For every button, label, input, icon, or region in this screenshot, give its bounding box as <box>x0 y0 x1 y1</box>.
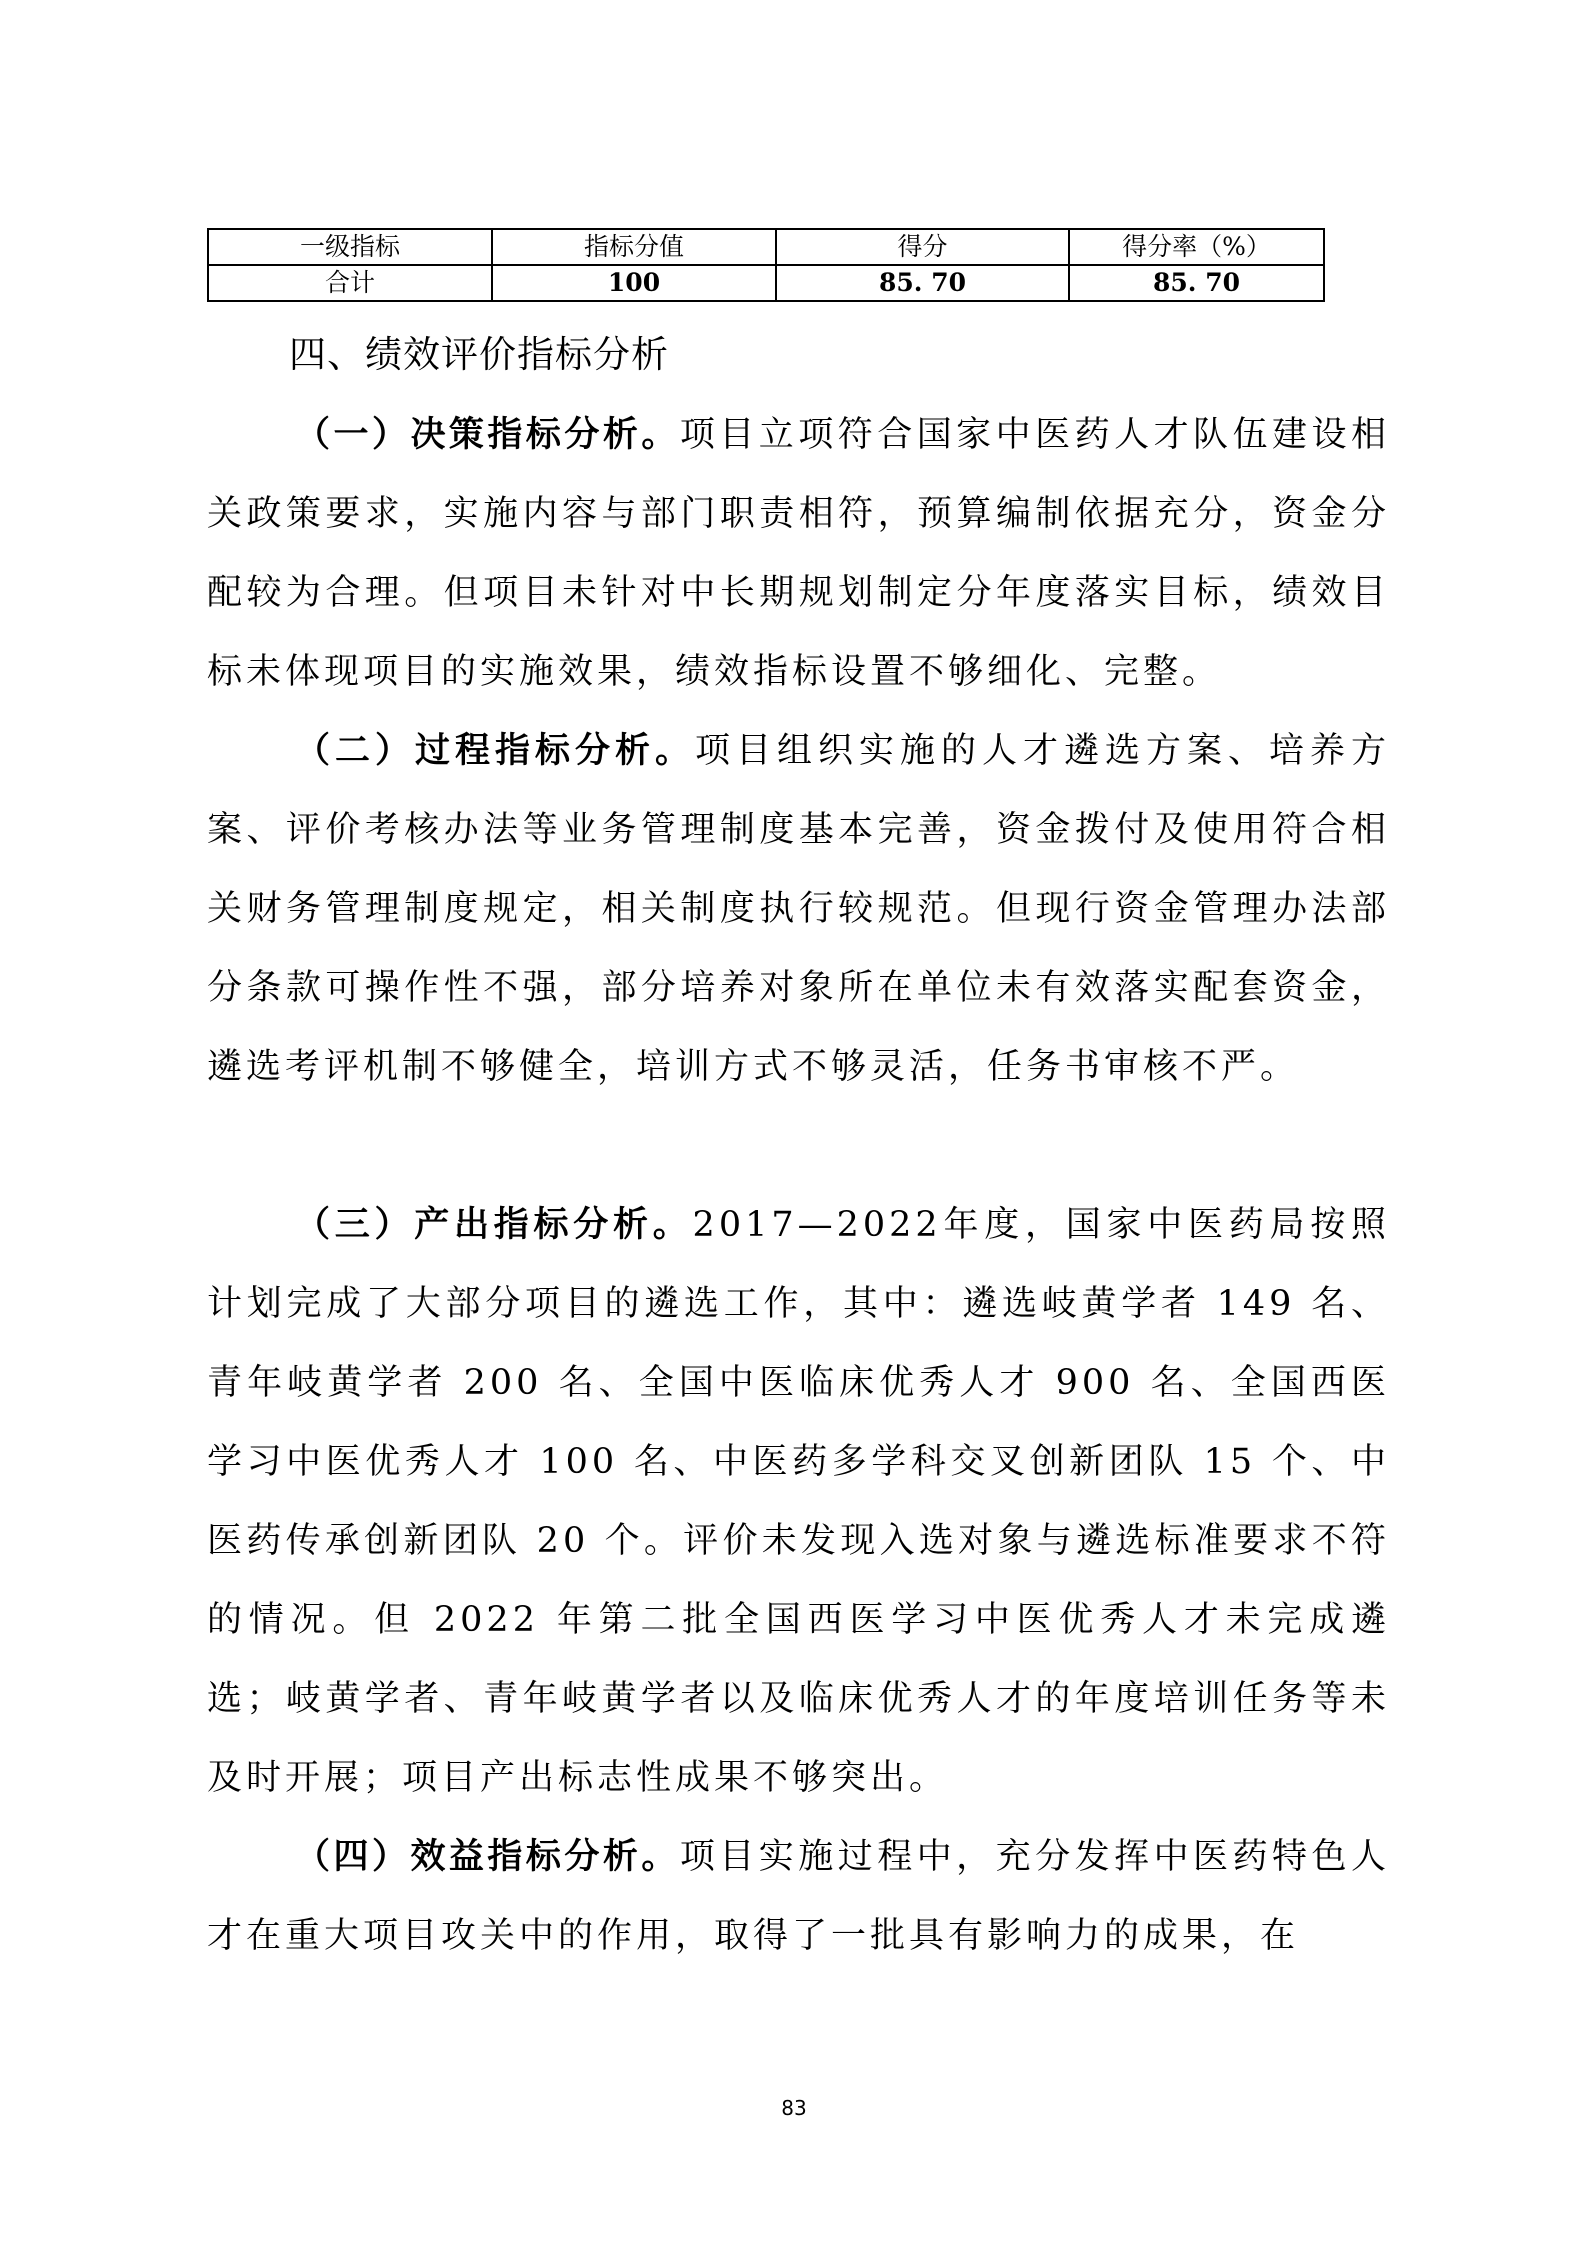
paragraph-process-analysis <box>207 711 1390 1107</box>
header-cell-indicator-score: 指标分值 <box>492 229 776 265</box>
paragraph-body: 项目实施过程中，充分发挥中医药特色人才在重大项目攻关中的作用，取得了一批具有影响力的成果，在 <box>207 1837 1390 1956</box>
header-cell-score: 得分 <box>776 229 1069 265</box>
table-header-row <box>208 229 1324 265</box>
paragraph-lead: （二）过程指标分析。 <box>295 730 695 771</box>
header-cell-score-rate: 得分率（%） <box>1069 229 1324 265</box>
total-score-rate-cell: 85. 70 <box>1069 265 1324 301</box>
paragraph-lead: （三）产出指标分析。 <box>295 1204 693 1245</box>
paragraph-decision-analysis <box>207 395 1390 712</box>
paragraph-lead: （四）效益指标分析。 <box>295 1836 680 1877</box>
total-score-cell: 85. 70 <box>776 265 1069 301</box>
total-label-cell: 合计 <box>208 265 492 301</box>
score-summary-table <box>207 228 1325 302</box>
paragraph-output-analysis <box>207 1185 1390 1818</box>
paragraph-body: 2017—2022年度，国家中医药局按照计划完成了大部分项目的遴选工作，其中：遴选岐黄学者 149 名、青年岐黄学者 200 名、全国中医临床优秀人才 900 名、全国西医学习中医优秀人才 100 名、中医药多学科交叉创新团队 15 个、中医药传承创新团队 20 个。评价未发现入选对象与遴选标准要求不符的情况。但 2022 年第二批全国西医学习中医优秀人才未完成遴选；岐黄学者、青年岐黄学者以及临床优秀人才的年度培训任务等未及时开展；项目产出标志性成果不够突出。 <box>207 1205 1390 1798</box>
table-total-row <box>208 265 1324 301</box>
section-heading: 四、绩效评价指标分析 <box>289 333 669 376</box>
page-number: 83 <box>781 2096 807 2120</box>
paragraph-body: 项目立项符合国家中医药人才队伍建设相关政策要求，实施内容与部门职责相符，预算编制依据充分，资金分配较为合理。但项目未针对中长期规划制定分年度落实目标，绩效目标未体现项目的实施效果，绩效指标设置不够细化、完整。 <box>207 415 1390 692</box>
header-cell-level1-indicator: 一级指标 <box>208 229 492 265</box>
paragraph-benefit-analysis <box>207 1817 1390 1976</box>
total-indicator-score-cell: 100 <box>492 265 776 301</box>
paragraph-lead: （一）决策指标分析。 <box>295 414 680 455</box>
paragraph-body: 项目组织实施的人才遴选方案、培养方案、评价考核办法等业务管理制度基本完善，资金拨付及使用符合相关财务管理制度规定，相关制度执行较规范。但现行资金管理办法部分条款可操作性不强，部分培养对象所在单位未有效落实配套资金，遴选考评机制不够健全，培训方式不够灵活，任务书审核不严。 <box>207 731 1390 1087</box>
